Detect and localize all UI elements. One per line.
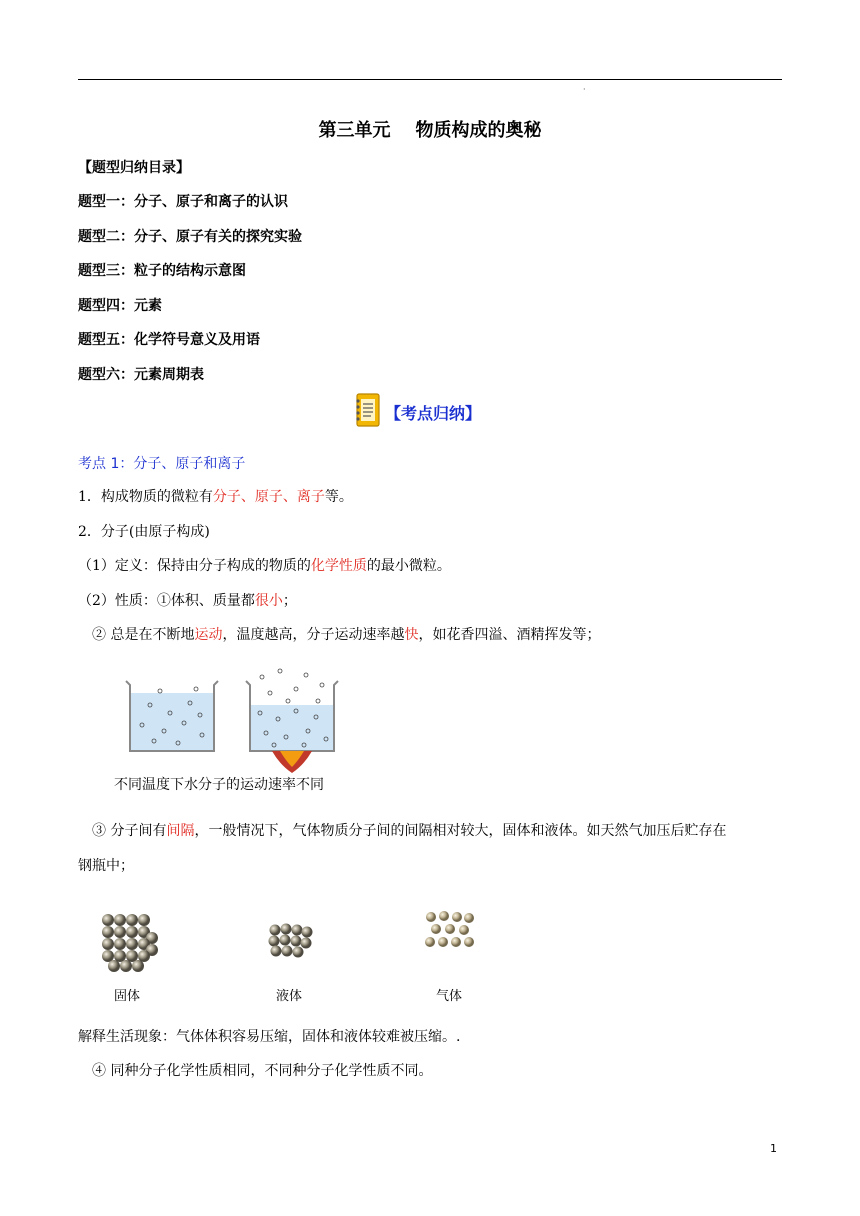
- paragraph-6: [92, 820, 726, 840]
- text: ；: [282, 593, 297, 609]
- section-heading: 考点 1：分子、原子和离子: [78, 456, 246, 472]
- notebook-icon: [355, 393, 381, 431]
- text: ③ 分子间有: [92, 823, 167, 839]
- paragraph-6-cont: 钢瓶中；: [78, 858, 134, 874]
- gas-label: 气体: [436, 989, 463, 1004]
- text: ，一般情况下，气体物质分子间的间隔相对较大，固体和液体。如天然气加压后贮存在: [194, 823, 727, 839]
- highlight: 分子、原子、离子: [212, 489, 325, 505]
- hot-beaker: [246, 681, 338, 773]
- figure-caption: 不同温度下水分子的运动速率不同: [114, 777, 324, 793]
- paragraph-1: [78, 486, 353, 506]
- text: ② 总是在不断地: [92, 627, 195, 643]
- paragraph-8: ④ 同种分子化学性质相同，不同种分子化学性质不同。: [92, 1063, 433, 1079]
- paragraph-4: [78, 590, 297, 610]
- highlight: 运动: [194, 627, 223, 643]
- paragraph-7: 解释生活现象：气体体积容易压缩，固体和液体较难被压缩。.: [78, 1029, 461, 1045]
- text: 等。: [324, 489, 353, 505]
- page-title: 第三单元 物质构成的奥秘: [318, 120, 542, 141]
- toc-heading: 【题型归纳目录】: [78, 160, 190, 176]
- text: （1）定义：保持由分子构成的物质的: [78, 558, 311, 574]
- banner-label: 【考点归纳】: [385, 403, 482, 423]
- text: ，温度越高，分子运动速率越: [222, 627, 405, 643]
- liquid-label: 液体: [276, 989, 303, 1004]
- header-dot: ·: [583, 85, 586, 94]
- solid-label: 固体: [114, 989, 141, 1004]
- text: （2）性质：①体积、质量都: [78, 593, 255, 609]
- toc-item-6: 题型六：元素周期表: [78, 367, 204, 383]
- header-rule: [78, 79, 782, 80]
- toc-item-4: 题型四：元素: [78, 298, 162, 314]
- liquid-particles: [267, 922, 313, 962]
- toc-item-3: 题型三：粒子的结构示意图: [78, 263, 246, 279]
- highlight: 化学性质: [310, 558, 367, 574]
- paragraph-2: 2．分子(由原子构成): [78, 524, 210, 540]
- key-points-banner: [355, 395, 481, 429]
- cold-beaker: [126, 681, 218, 751]
- paragraph-5: [92, 624, 600, 644]
- text: ，如花香四溢、酒精挥发等；: [418, 627, 601, 643]
- toc-item-1: 题型一：分子、原子和离子的认识: [78, 194, 288, 210]
- gas-particles: [424, 910, 476, 954]
- toc-item-2: 题型二：分子、原子有关的探究实验: [78, 229, 302, 245]
- toc-item-5: 题型五：化学符号意义及用语: [78, 332, 260, 348]
- highlight: 间隔: [166, 823, 195, 839]
- beaker-figure: [120, 665, 350, 779]
- text: 1．构成物质的微粒有: [78, 489, 213, 505]
- highlight: 很小: [254, 593, 283, 609]
- text: 的最小微粒。: [366, 558, 451, 574]
- page-number: 1: [770, 1142, 777, 1155]
- highlight: 快: [404, 627, 419, 643]
- solid-particles: [98, 910, 162, 978]
- paragraph-3: [78, 555, 451, 575]
